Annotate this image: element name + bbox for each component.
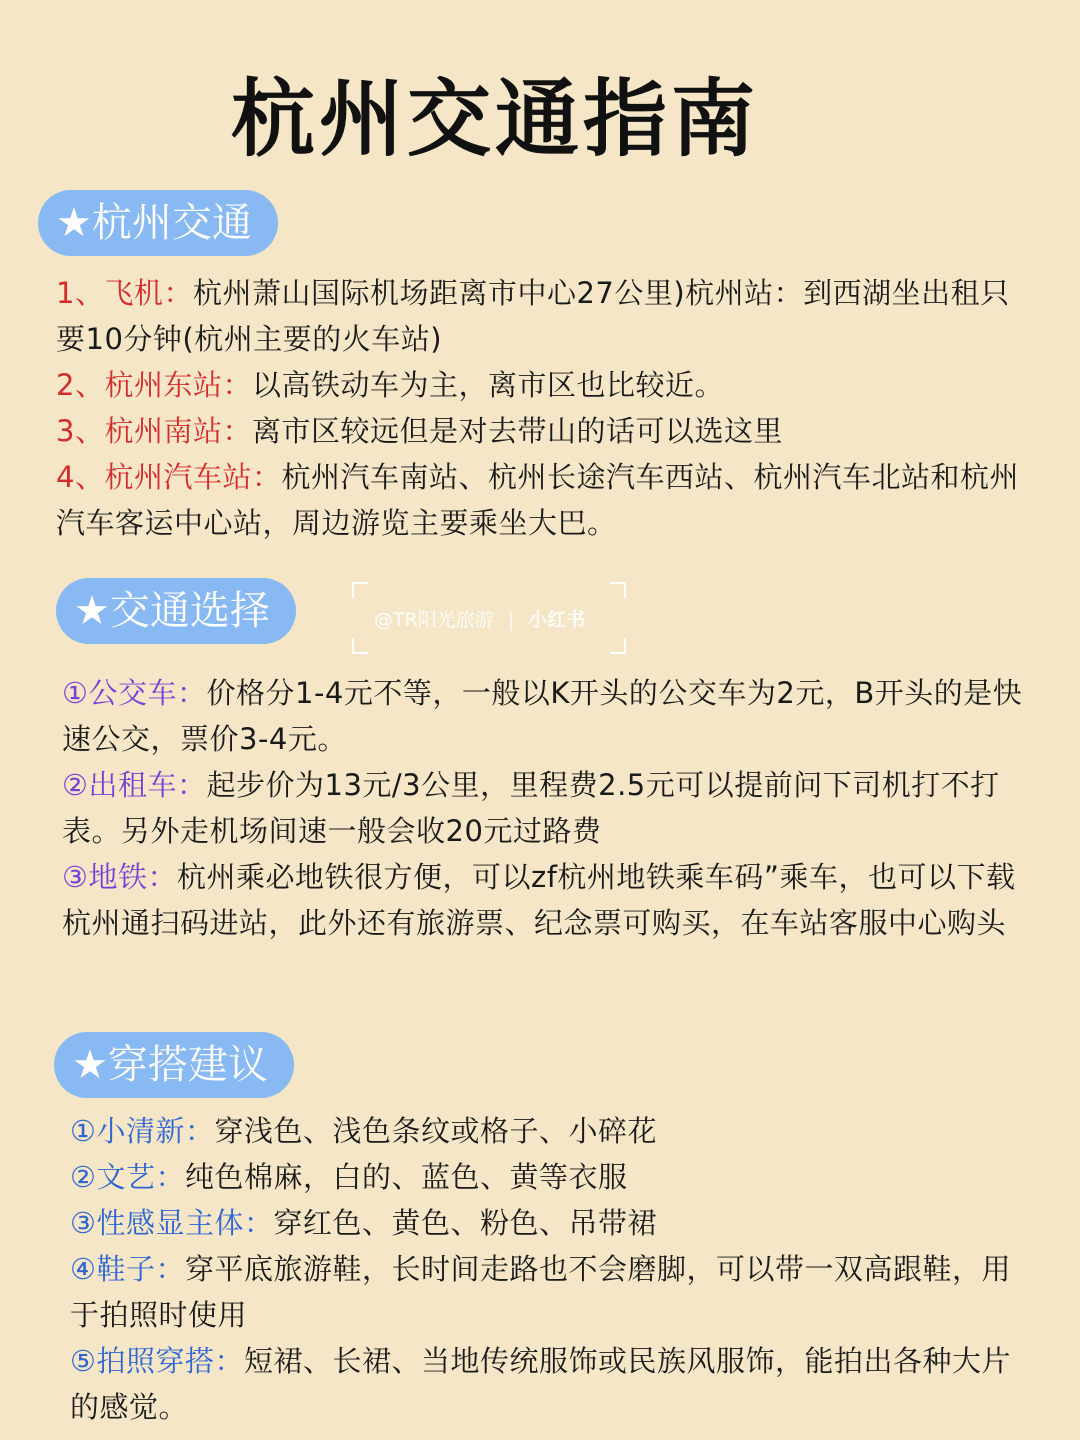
item-label: ③地铁： bbox=[62, 860, 177, 894]
watermark-corner bbox=[352, 582, 368, 598]
item-text: 穿浅色、浅色条纹或格子、小碎花 bbox=[214, 1114, 658, 1148]
section-heading-transport: ★杭州交通 bbox=[38, 190, 278, 256]
watermark bbox=[352, 582, 626, 654]
item-label: ④鞋子： bbox=[70, 1252, 185, 1286]
item-text: 杭州萧山国际机场距离市中心27公里)杭州站：到西湖坐出租只要10分钟(杭州主要的火车站) bbox=[56, 276, 1010, 356]
section-options-list bbox=[62, 670, 1032, 946]
list-item bbox=[62, 670, 1032, 762]
section-transport-list bbox=[56, 270, 1026, 546]
list-item bbox=[56, 408, 1026, 454]
list-item bbox=[70, 1108, 1040, 1154]
item-text: 价格分1-4元不等，一般以K开头的公交车为2元，B开头的是快速公交，票价3-4元。 bbox=[62, 676, 1023, 756]
item-text: 穿平底旅游鞋，长时间走路也不会磨脚，可以带一双高跟鞋，用于拍照时使用 bbox=[70, 1252, 1012, 1332]
item-label: 4、杭州汽车站： bbox=[56, 460, 282, 494]
item-text: 起步价为13元/3公里，里程费2.5元可以提前问下司机打不打表。另外走机场间速一般会收20元过路费 bbox=[62, 768, 1000, 848]
watermark-corner bbox=[610, 638, 626, 654]
item-label: ①公交车： bbox=[62, 676, 207, 710]
item-text: 杭州汽车南站、杭州长途汽车西站、杭州汽车北站和杭州汽车客运中心站，周边游览主要乘坐大巴。 bbox=[56, 460, 1019, 540]
item-label: ②文艺： bbox=[70, 1160, 185, 1194]
item-label: ⑤拍照穿搭： bbox=[70, 1344, 244, 1378]
list-item bbox=[70, 1200, 1040, 1246]
item-label: 3、杭州南站： bbox=[56, 414, 252, 448]
list-item bbox=[56, 454, 1026, 546]
section-outfit-list bbox=[70, 1108, 1040, 1430]
list-item bbox=[56, 362, 1026, 408]
item-label: ①小清新： bbox=[70, 1114, 215, 1148]
list-item bbox=[70, 1154, 1040, 1200]
item-text: 离市区较远但是对去带山的话可以选这里 bbox=[251, 414, 783, 448]
section-heading-outfit: ★穿搭建议 bbox=[54, 1032, 294, 1098]
list-item bbox=[70, 1246, 1040, 1338]
item-text: 以高铁动车为主，离市区也比较近。 bbox=[251, 368, 724, 402]
watermark-brand-logo: 小红书 bbox=[528, 609, 586, 631]
item-label: ②出租车： bbox=[62, 768, 207, 802]
watermark-text bbox=[374, 605, 585, 632]
page-title: 杭州交通指南 bbox=[230, 70, 759, 168]
item-text: 纯色棉麻，白的、蓝色、黄等衣服 bbox=[185, 1160, 628, 1194]
item-label: 2、杭州东站： bbox=[56, 368, 252, 402]
list-item bbox=[62, 854, 1032, 946]
watermark-separator: | bbox=[507, 609, 515, 631]
list-item bbox=[56, 270, 1026, 362]
watermark-handle: @TR阳光旅游 bbox=[374, 609, 494, 631]
item-label: ③性感显主体： bbox=[70, 1206, 274, 1240]
item-text: 短裙、长裙、当地传统服饰或民族风服饰，能拍出各种大片的感觉。 bbox=[70, 1344, 1012, 1424]
watermark-corner bbox=[352, 638, 368, 654]
list-item bbox=[70, 1338, 1040, 1430]
section-heading-options: ★交通选择 bbox=[56, 578, 296, 644]
item-text: 穿红色、黄色、粉色、吊带裙 bbox=[273, 1206, 658, 1240]
watermark-corner bbox=[610, 582, 626, 598]
item-text: 杭州乘必地铁很方便，可以zf杭州地铁乘车码”乘车，也可以下载杭州通扫码进站，此外还有旅游票、纪念票可购买，在车站客服中心购头 bbox=[62, 860, 1016, 940]
list-item bbox=[62, 762, 1032, 854]
item-label: 1、飞机： bbox=[56, 276, 193, 310]
